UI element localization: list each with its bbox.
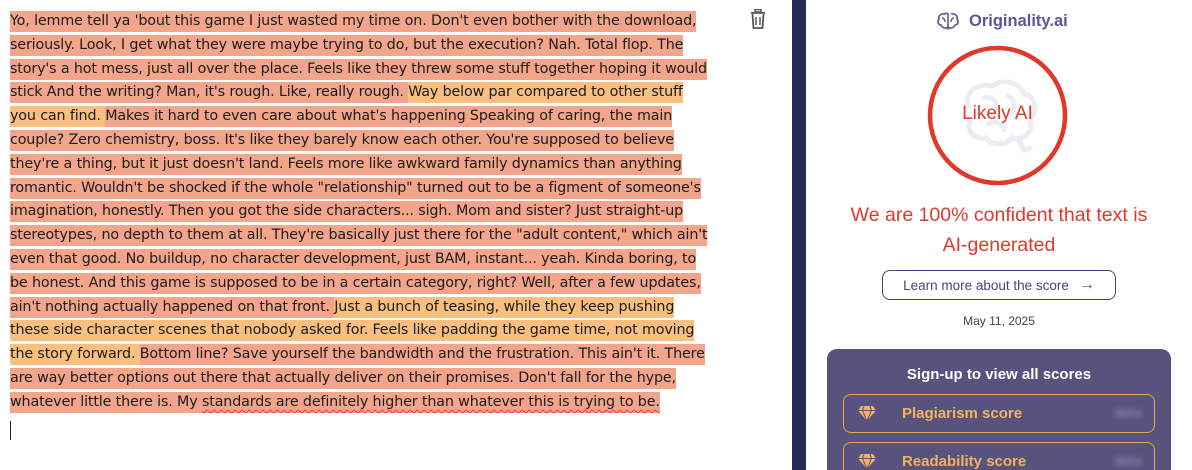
confidence-message: We are 100% confident that text is AI-generated [850,204,1148,256]
ai-verdict: Likely AI [962,103,1033,124]
highlighted-segment-orange: Just a bunch of teasing, while they keep pushing these side character scenes that nobody asked for. Feels like padding the game time, not moving the story forward. [10,297,694,366]
brand-name: Originality.ai [969,12,1068,30]
readability-score-label: Readability score [902,453,1027,470]
readability-score-value-hidden: 80% [1115,454,1142,469]
panel-divider [792,0,806,470]
arrow-right-icon: → [1078,276,1095,293]
diamond-icon [857,405,877,422]
brain-icon [936,11,961,32]
plagiarism-score-value-hidden: 80% [1115,406,1142,421]
signup-title: Sign-up to view all scores [906,366,1092,383]
highlighted-segment-salmon: Bottom line? Save yourself the bandwidth and the frustration. This ain't it. There are way better options out there that actually deliver on their promises. Don't fall for the hype, whatever little there is. My [10,344,705,413]
analyzed-text[interactable] [10,10,710,415]
highlighted-segment-salmon: Makes it hard to even care about what's happening Speaking of caring, the main couple? Zero chemistry, boss. It's like they barely know each other. You're supposed to believe they're a thing, but it just doesn't land. Feels more like awkward family dynamics than anything romantic. Wouldn't be shocked if the whole "relationship" turned out to be a figment of someone's imagination, honestly. Then you got the side characters... sigh. Mom and sister? Just straight-up stereotypes, no depth to them at all. They're basically just there for the "adult content," which ain't even that good. No buildup, no character development, just BAM, instant... yeah. Kinda boring, to be honest. And this game is supposed to be in a certain category, right? Well, after a few updates, ain't nothing actually happened on that front. [10,106,707,317]
learn-more-button[interactable] [882,270,1116,300]
plagiarism-score-label: Plagiarism score [902,405,1023,422]
text-caret [10,421,11,440]
readability-score-button[interactable] [843,442,1155,470]
scan-date: May 11, 2025 [963,314,1035,328]
highlighted-segment-orange: Way below par compared to other stuff you can find. [10,82,683,127]
highlighted-segment-salmon: standards are definitely higher than whatever this is trying to be. [202,392,660,413]
plagiarism-score-button[interactable] [843,394,1155,433]
diamond-icon [857,453,877,470]
trash-icon[interactable] [749,9,767,29]
highlighted-segment-salmon: Yo, lemme tell ya 'bout this game I just wasted my time on. Don't even bother with the download, seriously. Look, I get what they were maybe trying to do, but the execution? Nah. Total flop. The story's a hot mess, just all over the place. Feels like they threw some stuff together hoping it would stick And the writing? Man, it's rough. Like, really rough. [10,11,707,103]
learn-more-label: Learn more about the score [903,277,1069,293]
signup-card [827,349,1171,470]
score-panel [806,0,1192,470]
brand [936,11,1068,32]
